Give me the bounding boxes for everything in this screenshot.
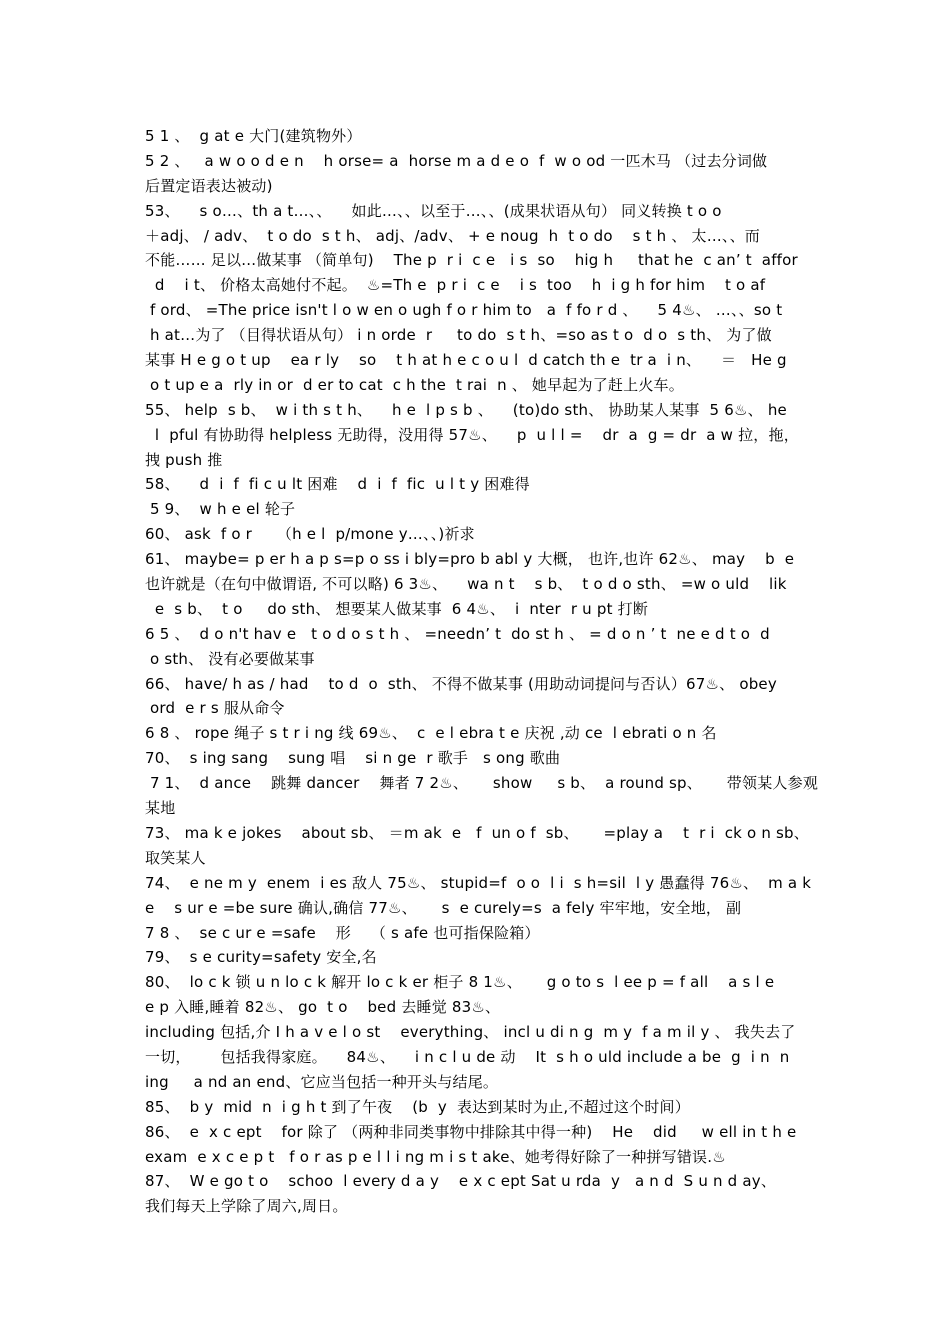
text-line: 66、 have/ h as / had to d o sth、 不得不做某事 (用助动词提问与否认）67♨、 obey xyxy=(145,674,777,693)
text-line: 58、 d i f fi c u lt 困难 d i f fic u l t y 困难得 xyxy=(145,475,530,494)
text-line: 80、 lo c k 锁 u n lo c k 解开 lo c k er 柜子 8 1♨、 g o to s l ee p = f all a s l e xyxy=(145,973,775,992)
text-line: 某地 xyxy=(145,799,176,818)
text-line: 73、 ma k e jokes about sb、 ＝m ak e f un o f sb、 =play a t r i ck o n sb、 xyxy=(145,823,809,842)
text-line: ord e r s 服从命令 xyxy=(145,699,285,718)
text-line: including 包括,介 I h a v e l o st everything、 incl u di n g m y f a m il y 、 我失去了 xyxy=(145,1023,796,1042)
text-line: o t up e a rly in or d er to cat c h the t rai n 、 她早起为了赶上火车。 xyxy=(145,375,684,394)
text-line: 6 5 、 d o n't hav e t o d o s t h 、 =needn’ t do st h 、 = d o n ’ t ne e d t o d xyxy=(145,624,770,643)
text-line: 拽 push 推 xyxy=(145,450,223,469)
text-line: h at…为了 （目得状语从句） i n orde r to do s t h、=so as t o d o s th、 为了做 xyxy=(145,326,772,345)
text-line: 7 1、 d ance 跳舞 dancer 舞者 7 2♨、 show s b、 a round sp、 带领某人参观 xyxy=(145,774,819,793)
text-line: 5 9、 w h e el 轮子 xyxy=(145,500,296,519)
text-line: 7 8 、 se c ur e =safe 形 （ s afe 也可指保险箱） xyxy=(145,923,540,942)
text-line: 79、 s e curity=safety 安全,名 xyxy=(145,948,377,967)
text-line: 74、 e ne m y enem i es 敌人 75♨、 stupid=f o o l i s h=sil l y 愚蠢得 76♨、 m a k xyxy=(145,873,812,892)
text-line: 某事 H e g o t up ea r ly so t h at h e c o u l d catch th e tr a i n、 ＝ He g xyxy=(145,351,787,370)
text-line: 不能…… 足以…做某事 （简单句) The p r i c e i s so hig h that he c an’ t affor xyxy=(145,251,798,270)
text-line: e p 入睡,睡着 82♨、 go t o bed 去睡觉 83♨、 xyxy=(145,998,501,1017)
document-page xyxy=(145,124,819,1219)
text-line: e s b、 t o do sth、 想要某人做某事 6 4♨、 i nter r u pt 打断 xyxy=(145,599,649,618)
text-line: 86、 e x c ept for 除了 （两种非同类事物中排除其中得一种) He did w ell in t h e xyxy=(145,1122,797,1141)
text-line: f ord、 =The price isn't l o w en o ugh f o r him to a f fo r d 、 5 4♨、 …、、so t xyxy=(145,301,783,320)
text-line: 53、 s o…、th a t…、、 如此…、、以至于…、、(成果状语从句） 同义转换 t o o xyxy=(145,201,722,220)
text-line: ing a nd an end、它应当包括一种开头与结尾。 xyxy=(145,1072,499,1091)
text-line: exam e x c e p t f o r as p e l l i ng m i s t ake、她考得好除了一种拼写错误.♨ xyxy=(145,1147,726,1166)
text-line: l pful 有协助得 helpless 无助得，没用得 57♨、 p u l l = dr a g = dr a w 拉，拖， xyxy=(145,425,799,444)
text-line: d i t、 价格太高她付不起。 ♨=Th e p r i c e i s too h i g h for him t o af xyxy=(145,276,766,295)
text-line: 取笑某人 xyxy=(145,848,206,867)
text-line: 也许就是（在句中做谓语, 不可以略) 6 3♨、 wa n t s b、 t o d o sth、 =w o uld lik xyxy=(145,575,787,594)
text-line: e s ur e =be sure 确认,确信 77♨、 s e curely=s a fely 牢牢地，安全地， 副 xyxy=(145,898,742,917)
text-line: o sth、 没有必要做某事 xyxy=(145,649,315,668)
text-line: 5 2 、 a w o o d e n h orse= a horse m a d e o f w o od 一匹木马 （过去分词做 xyxy=(145,151,768,170)
text-line: 87、 W e go t o schoo l every d a y e x c ept Sat u rda y a n d S u n d ay、 xyxy=(145,1172,777,1191)
text-line: ＋adj、 / adv、 t o do s t h、 adj、/adv、 + e noug h t o do s t h 、 太…、、而 xyxy=(145,226,760,245)
text-line: 70、 s ing sang sung 唱 si n ge r 歌手 s ong 歌曲 xyxy=(145,749,561,768)
text-line: 5 1 、 g at e 大门(建筑物外） xyxy=(145,127,362,145)
text-line: 后置定语表达被动) xyxy=(145,176,273,195)
text-line: 61、 maybe= p er h a p s=p o ss i bly=pro b abl y 大概， 也许,也许 62♨、 may b e xyxy=(145,550,795,569)
text-line: 60、 ask f o r （h e l p/mone y…、、)祈求 xyxy=(145,525,475,544)
text-line: 55、 help s b、 w i th s t h、 h e l p s b 、 (to)do sth、 协助某人某事 5 6♨、 he xyxy=(145,400,787,419)
text-line: 一切， 包括我得家庭。 84♨、 i n c l u de 动 It s h o uld include a be g i n n xyxy=(145,1047,790,1066)
text-line: 我们每天上学除了周六,周日。 xyxy=(145,1197,348,1216)
text-line: 85、 b y mid n i g h t 到了午夜 (b y 表达到某时为止,不超过这个时间） xyxy=(145,1097,690,1116)
text-line: 6 8 、 rope 绳子 s t r i ng 线 69♨、 c e l ebra t e 庆祝 ,动 ce l ebrati o n 名 xyxy=(145,724,717,743)
